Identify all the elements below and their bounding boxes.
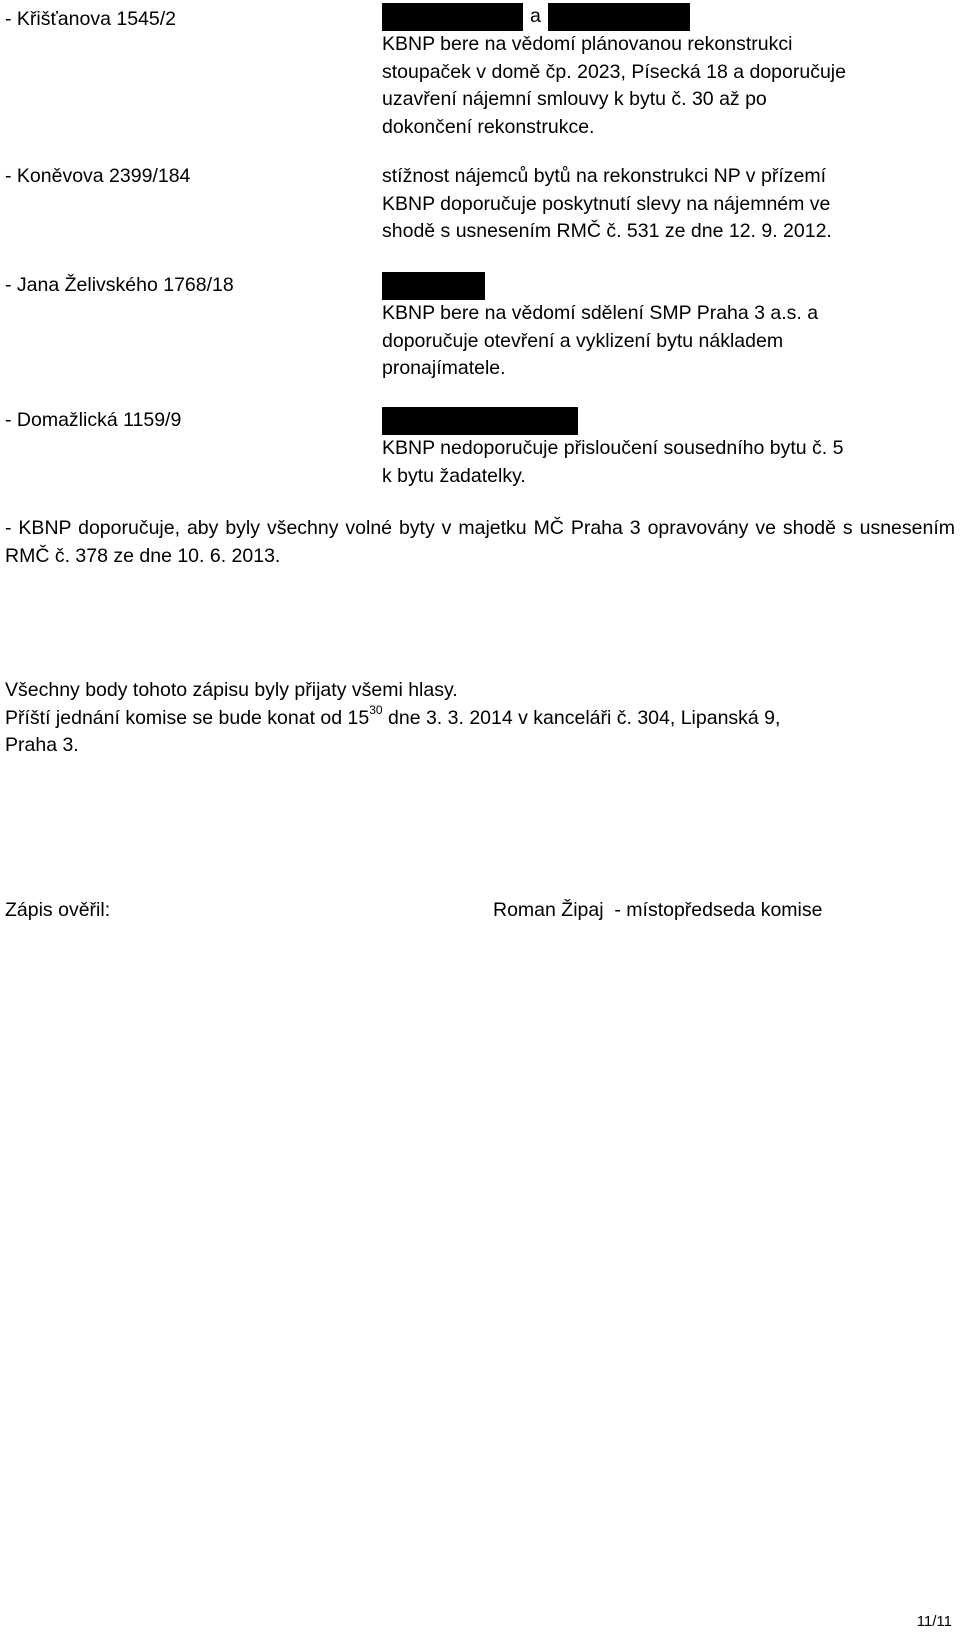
item-address-kristanova: - Křišťanova 1545/2 (5, 8, 176, 30)
item-text-line: pronajímatele. (382, 357, 506, 379)
closing-block (5, 677, 955, 760)
redacted-name-row (382, 407, 957, 435)
time-minutes-superscript: 30 (369, 703, 383, 717)
item-text-line: stoupaček v domě čp. 2023, Písecká 18 a doporučuje (382, 60, 846, 83)
item-block-zelivskeho (382, 272, 957, 383)
conjunction-a: a (530, 5, 541, 27)
item-text-line: KBNP bere na vědomí sdělení SMP Praha 3 a.s. a (382, 302, 819, 324)
general-recommendation: - KBNP doporučuje, aby byly všechny volné byty v majetku MČ Praha 3 opravovány ve shodě s usnesením RMČ č. 378 ze dne 10. 6. 2013. (5, 517, 955, 567)
closing-line-votes: Všechny body tohoto zápisu byly přijaty všemi hlasy. (5, 679, 458, 701)
item-address-zelivskeho: - Jana Želivského 1768/18 (5, 274, 234, 296)
item-text-line: k bytu žadatelky. (382, 464, 526, 487)
item-address-domazlicka: - Domažlická 1159/9 (5, 409, 182, 431)
item-block-konevova (382, 163, 957, 246)
closing-line-location: Praha 3. (5, 734, 79, 756)
item-text-line: dokončení rekonstrukce. (382, 115, 595, 138)
redaction-bar (382, 407, 578, 435)
closing-line-next-meeting (5, 705, 955, 733)
item-text-line: shodě s usnesením RMČ č. 531 ze dne 12. 9. 2012. (382, 220, 832, 242)
item-text-line: uzavření nájemní smlouvy k bytu č. 30 až po (382, 88, 767, 110)
item-text-line: doporučuje otevření a vyklizení bytu nákladem (382, 329, 784, 352)
item-block-domazlicka (382, 407, 957, 490)
item-block-kristanova (382, 3, 957, 141)
redacted-names-row (382, 3, 957, 31)
item-text-line: KBNP nedoporučuje přisloučení sousedního bytu č. 5 (382, 437, 844, 459)
redaction-bar (382, 3, 523, 31)
item-text-line: KBNP doporučuje poskytnutí slevy na nájemném ve (382, 192, 831, 215)
next-meeting-text-rest: dne 3. 3. 2014 v kanceláři č. 304, Lipanská 9, (382, 706, 781, 729)
item-text-line: KBNP bere na vědomí plánovanou rekonstrukci (382, 33, 793, 55)
redacted-name-row (382, 272, 957, 300)
redaction-bar (548, 3, 690, 31)
signature-name: Roman Žipaj - místopředseda komise (493, 899, 823, 921)
item-address-konevova: - Koněvova 2399/184 (5, 165, 191, 187)
next-meeting-text: Příští jednání komise se bude konat od 15 (5, 706, 370, 729)
redaction-bar (382, 272, 485, 300)
page-number: 11/11 (916, 1613, 952, 1630)
signature-label: Zápis ověřil: (5, 899, 111, 921)
item-text-line: stížnost nájemců bytů na rekonstrukci NP v přízemí (382, 165, 826, 187)
